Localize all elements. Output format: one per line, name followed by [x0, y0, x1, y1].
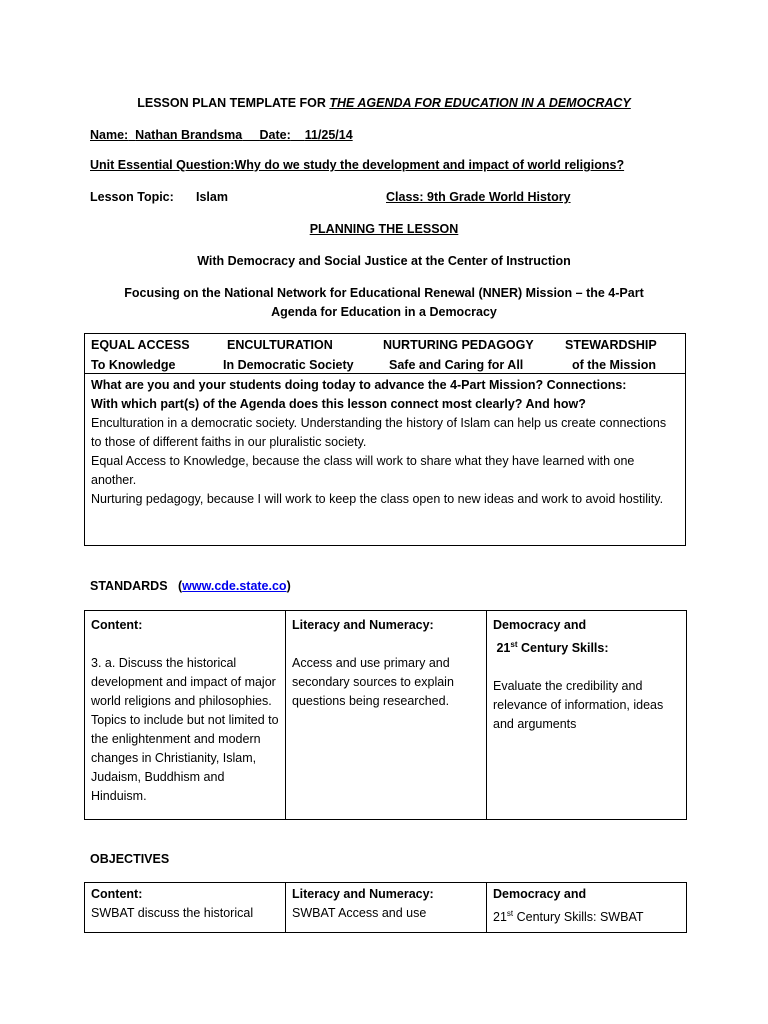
mission-header-row-2: [91, 355, 679, 375]
mission-body: [85, 374, 685, 511]
standards-content-cell: [85, 611, 286, 820]
standards-row: [85, 611, 687, 820]
standards-heading: STANDARDS: [90, 579, 168, 593]
objectives-democracy-sup: st: [506, 909, 514, 918]
standards-literacy-text: Access and use primary and secondary sources to explain questions being researched.: [292, 656, 454, 708]
standards-democracy-num: 21: [496, 641, 511, 656]
standards-literacy-header: Literacy and Numeracy:: [292, 618, 434, 632]
stewardship-sub: of the Mission: [572, 358, 657, 372]
objectives-heading: OBJECTIVES: [90, 852, 170, 866]
essential-question-line: [90, 158, 690, 172]
name-value: Nathan Brandsma: [135, 128, 243, 142]
name-label: Name:: [90, 128, 129, 142]
standards-democracy-text: Evaluate the credibility and relevance of information, ideas and arguments: [493, 679, 664, 732]
date-label: Date:: [259, 128, 291, 142]
equal-access-label: EQUAL ACCESS: [91, 338, 190, 352]
mission-question-2: With which part(s) of the Agenda does this lesson connect most clearly? And how?: [91, 397, 586, 411]
standards-democracy-cell: [487, 611, 687, 820]
standards-democracy-header-2: [493, 635, 680, 658]
mission-answer-1: Enculturation in a democratic society. Understanding the history of Islam can help us create connections to those of different faiths in our pluralistic society.: [91, 416, 667, 449]
nurturing-pedagogy-label: NURTURING PEDAGOGY: [383, 338, 534, 352]
enculturation-label: ENCULTURATION: [227, 338, 333, 352]
document-title: [0, 96, 768, 110]
equal-access-sub: To Knowledge: [91, 358, 176, 372]
date-value: 11/25/14: [304, 128, 353, 142]
objectives-democracy-cell: [487, 883, 687, 933]
objectives-literacy-text: SWBAT Access and use: [292, 906, 427, 920]
objectives-democracy-header: Democracy and: [493, 887, 587, 901]
planning-subheading: With Democracy and Social Justice at the Center of Instruction: [197, 254, 571, 268]
topic-class-line: [90, 190, 690, 204]
standards-content-header: Content:: [91, 618, 143, 632]
objectives-row: [85, 883, 687, 933]
mission-answer-3: Nurturing pedagogy, because I will work to keep the class open to new ideas and work to avoid hostility.: [91, 492, 664, 506]
objectives-content-text: SWBAT discuss the historical: [91, 906, 254, 920]
topic-value: Islam: [196, 190, 228, 204]
mission-answer-2: Equal Access to Knowledge, because the class will work to share what they have learned with one another.: [91, 454, 635, 487]
stewardship-label: STEWARDSHIP: [565, 338, 657, 352]
name-date-line: [90, 128, 690, 142]
objectives-democracy-line: [493, 904, 680, 927]
name-date-underlined: [90, 128, 618, 142]
objectives-table: [84, 882, 687, 933]
objectives-democracy-num: 21: [493, 910, 507, 925]
objectives-content-header: Content:: [91, 887, 143, 901]
mission-header: [85, 334, 685, 374]
standards-democracy-sup: st: [510, 640, 518, 649]
objectives-content-cell: [85, 883, 286, 933]
standards-literacy-cell: [286, 611, 487, 820]
standards-link[interactable]: www.cde.state.co: [182, 579, 287, 593]
objectives-literacy-cell: [286, 883, 487, 933]
essential-question-value: Why do we study the development and impact of world religions?: [234, 158, 625, 172]
standards-heading-line: [90, 579, 690, 593]
objectives-literacy-header: Literacy and Numeracy:: [292, 887, 434, 901]
standards-democracy-header-1: Democracy and: [493, 618, 587, 632]
essential-question-label: Unit Essential Question:: [90, 158, 235, 172]
mission-box: [84, 333, 686, 546]
title-prefix: LESSON PLAN TEMPLATE FOR: [137, 96, 330, 110]
focus-line-1: Focusing on the National Network for Educational Renewal (NNER) Mission – the 4-Part: [124, 286, 644, 300]
planning-heading: PLANNING THE LESSON: [309, 222, 459, 236]
standards-democracy-century: Century Skills:: [517, 641, 609, 656]
enculturation-sub: In Democratic Society: [223, 358, 354, 372]
class-label: Class: 9th Grade World History: [386, 190, 571, 204]
nurturing-pedagogy-sub: Safe and Caring for All: [389, 358, 524, 372]
topic-label: Lesson Topic:: [90, 190, 174, 204]
mission-question-1: What are you and your students doing today to advance the 4-Part Mission? Connections:: [91, 378, 627, 392]
mission-header-row-1: [91, 335, 679, 355]
title-italic: THE AGENDA FOR EDUCATION IN A DEMOCRACY: [329, 96, 631, 110]
standards-paren-open: (: [177, 579, 183, 593]
standards-content-text: 3. a. Discuss the historical development and impact of major world religions and philosophies. Topics to include but not limited to the enlightenment and modern changes in Christianity, Islam, Judaism, Buddhism and Hinduism.: [91, 656, 279, 803]
objectives-democracy-text: Century Skills: SWBAT: [513, 910, 644, 925]
standards-paren-close: ): [286, 579, 291, 593]
focus-line-2: Agenda for Education in a Democracy: [271, 305, 497, 319]
standards-table: [84, 610, 687, 820]
